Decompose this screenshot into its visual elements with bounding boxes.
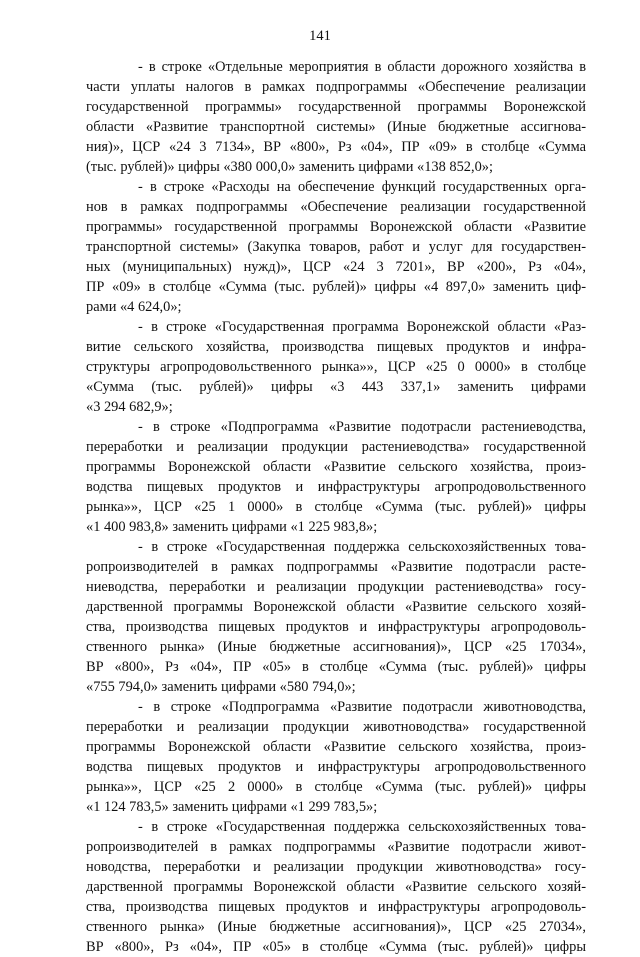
text-line: программы» государственной программы Воронежской области «Развитие [86, 219, 586, 235]
text-line: - в строке «Государственная программа Воронежской области «Раз- [138, 319, 586, 335]
text-line: «Сумма (тыс. рублей)» цифры «3 443 337,1» заменить цифрами [86, 379, 586, 395]
text-line: транспортной системы» (Закупка товаров, работ и услуг для государствен- [86, 239, 586, 255]
text-line: - в строке «Подпрограмма «Развитие подотрасли животноводства, [138, 699, 586, 715]
text-line: ропроизводителей в рамках подпрограммы «Развитие подотрасли расте- [86, 559, 586, 575]
text-line: нов в рамках подпрограммы «Обеспечение реализации государственной [86, 199, 586, 215]
text-line: витие сельского хозяйства, производства пищевых продуктов и инфра- [86, 339, 586, 355]
text-line: - в строке «Государственная поддержка сельскохозяйственных това- [138, 539, 586, 555]
page-number: 141 [309, 28, 331, 44]
text-line: переработки и реализации продукции растениеводства» государственной [86, 439, 586, 455]
text-line: ственного рынка» (Иные бюджетные ассигнования)», ЦСР «25 17034», [86, 639, 586, 655]
text-line: структуры агропродовольственного рынка»», ЦСР «25 0 0000» в столбце [86, 359, 586, 375]
text-line: рынка»», ЦСР «25 1 0000» в столбце «Сумма (тыс. рублей)» цифры [86, 499, 586, 515]
text-line: части уплаты налогов в рамках подпрограммы «Обеспечение реализации [86, 79, 586, 95]
text-line: ства, производства пищевых продуктов и инфраструктуры агропродоволь- [86, 899, 586, 915]
text-line: ственного рынка» (Иные бюджетные ассигнования)», ЦСР «25 27034», [86, 919, 586, 935]
text-line: программы Воронежской области «Развитие сельского хозяйства, произ- [86, 739, 586, 755]
text-line: ВР «800», Рз «04», ПР «05» в столбце «Сумма (тыс. рублей)» цифры [86, 939, 586, 955]
text-line: «1 124 783,5» заменить цифрами «1 299 783,5»; [86, 799, 378, 815]
paragraph [86, 697, 586, 817]
text-line: ВР «800», Рз «04», ПР «05» в столбце «Сумма (тыс. рублей)» цифры [86, 659, 586, 675]
text-line: «1 400 983,8» заменить цифрами «1 225 983,8»; [86, 519, 378, 535]
document-body [86, 57, 586, 957]
text-line: рынка»», ЦСР «25 2 0000» в столбце «Сумма (тыс. рублей)» цифры [86, 779, 586, 795]
text-line: «755 794,0» заменить цифрами «580 794,0»; [86, 679, 356, 695]
paragraph [86, 817, 586, 957]
text-line: - в строке «Отдельные мероприятия в области дорожного хозяйства в [138, 59, 586, 75]
paragraph [86, 317, 586, 417]
paragraph [86, 537, 586, 697]
text-line: ПР «09» в столбце «Сумма (тыс. рублей)» цифры «4 897,0» заменить циф- [86, 279, 586, 295]
text-line: государственной программы» государственной программы Воронежской [86, 99, 586, 115]
text-line: области «Развитие транспортной системы» (Иные бюджетные ассигнова- [86, 119, 586, 135]
text-line: дарственной программы Воронежской области «Развитие сельского хозяй- [86, 599, 586, 615]
text-line: дарственной программы Воронежской области «Развитие сельского хозяй- [86, 879, 586, 895]
text-line: - в строке «Государственная поддержка сельскохозяйственных това- [138, 819, 586, 835]
text-line: водства пищевых продуктов и инфраструктуры агропродовольственного [86, 479, 586, 495]
text-line: ниеводства, переработки и реализации продукции растениеводства» госу- [86, 579, 586, 595]
text-line: ных (муниципальных) нужд)», ЦСР «24 3 7201», ВР «200», Рз «04», [86, 259, 586, 275]
text-line: ния)», ЦСР «24 3 7134», ВР «800», Рз «04», ПР «09» в столбце «Сумма [86, 139, 586, 155]
text-line: ства, производства пищевых продуктов и инфраструктуры агропродоволь- [86, 619, 586, 635]
text-line: переработки и реализации продукции животноводства» государственной [86, 719, 586, 735]
text-line: «3 294 682,9»; [86, 399, 173, 415]
text-line: программы Воронежской области «Развитие сельского хозяйства, произ- [86, 459, 586, 475]
text-line: новодства, переработки и реализации продукции животноводства» госу- [86, 859, 586, 875]
text-line: (тыс. рублей)» цифры «380 000,0» заменить цифрами «138 852,0»; [86, 159, 493, 175]
paragraph [86, 57, 586, 177]
text-line: - в строке «Подпрограмма «Развитие подотрасли растениеводства, [138, 419, 586, 435]
text-line: - в строке «Расходы на обеспечение функций государственных орга- [138, 179, 586, 195]
text-line: ропроизводителей в рамках подпрограммы «Развитие подотрасли живот- [86, 839, 586, 855]
paragraph [86, 417, 586, 537]
paragraph [86, 177, 586, 317]
text-line: рами «4 624,0»; [86, 299, 182, 315]
text-line: водства пищевых продуктов и инфраструктуры агропродовольственного [86, 759, 586, 775]
